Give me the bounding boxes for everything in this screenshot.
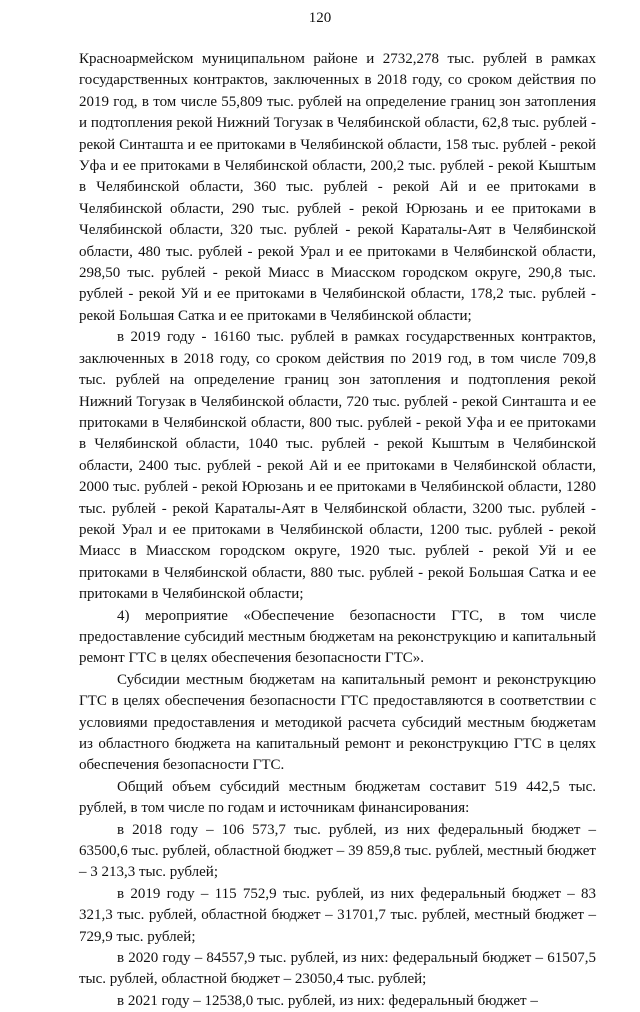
paragraph: в 2021 году – 12538,0 тыс. рублей, из них: федеральный бюджет – <box>117 992 538 1009</box>
paragraph: Общий объем субсидий местным бюджетам составит 519 442,5 тыс. рублей, в том числе по годам и источникам финансирования: <box>79 778 596 817</box>
paragraph: в 2020 году – 84557,9 тыс. рублей, из них: федеральный бюджет – 61507,5 тыс. рублей, областной бюджет – 23050,4 тыс. рублей; <box>79 950 596 988</box>
paragraph: в 2019 году - 16160 тыс. рублей в рамках государственных контрактов, заключенных в 2018 году, со сроком действия по 2019 год, в том числе 709,8 тыс. рублей на определение границ зон затопления и подтопления рекой Нижний Тогузак в Челябинской области, 720 тыс. рублей - рекой Синташта и ее притоками в Челябинской области, 800 тыс. рублей - рекой Уфа и ее притоками в Челябинской области, 1040 тыс. рублей - рекой Кыштым в Челябинской области, 2400 тыс. рублей - рекой Ай и ее притоками в Челябинской области, 2000 тыс. рублей - рекой Юрюзань и ее притоками в Челябинской области, 1280 тыс. рублей - рекой Караталы-Аят в Челябинской области, 3200 тыс. рублей - рекой Урал и ее притоками в Челябинской области, 1200 тыс. рублей - рекой Миасс в Миасском городском округе, 1920 тыс. рублей - рекой Уй и ее притоками в Челябинской области, 880 тыс. рублей - рекой Большая Сатка и ее притоками в Челябинской области; <box>79 329 596 603</box>
paragraph: в 2018 году – 106 573,7 тыс. рублей, из них федеральный бюджет – 63500,6 тыс. рублей, областной бюджет – 39 859,8 тыс. рублей, местный бюджет – 3 213,3 тыс. рублей; <box>79 821 596 881</box>
paragraph: Красноармейском муниципальном районе и 2732,278 тыс. рублей в рамках государственных контрактов, заключенных в 2018 году, со сроком действия по 2019 год, в том числе 55,809 тыс. рублей на определение границ зон затопления и подтопления рекой Нижний Тогузак в Челябинской области, 62,8 тыс. рублей - рекой Синташта и ее притоками в Челябинской области, 158 тыс. рублей - рекой Уфа и ее притоками в Челябинской области, 200,2 тыс. рублей - рекой Кыштым в Челябинской области, 360 тыс. рублей - рекой Ай и ее притоками в Челябинской области, 290 тыс. рублей - рекой Юрюзань и ее притоками в Челябинской области, 320 тыс. рублей - рекой Караталы-Аят в Челябинской области, 480 тыс. рублей - рекой Урал и ее притоками в Челябинской области, 298,50 тыс. рублей - рекой Миасс в Миасском городском округе, 290,8 тыс. рублей - рекой Уй и ее притоками в Челябинской области, 178,2 тыс. рублей - рекой Большая Сатка и ее притоками в Челябинской области; <box>79 51 596 324</box>
document-body <box>79 49 596 1012</box>
paragraph: в 2019 году – 115 752,9 тыс. рублей, из них федеральный бюджет – 83 321,3 тыс. рублей, областной бюджет – 31701,7 тыс. рублей, местный бюджет – 729,9 тыс. рублей; <box>79 885 596 945</box>
paragraph: 4) мероприятие «Обеспечение безопасности ГТС, в том числе предоставление субсидий местным бюджетам на реконструкцию и капитальный ремонт ГТС в целях обеспечения безопасности ГТС». <box>79 607 596 667</box>
paragraph: Субсидии местным бюджетам на капитальный ремонт и реконструкцию ГТС в целях обеспечения безопасности ГТС предоставляются в соответствии с условиями предоставления и методикой расчета субсидий местным бюджетам из областного бюджета на капитальный ремонт и реконструкцию ГТС в целях обеспечения безопасности ГТС. <box>79 671 596 774</box>
page-number: 120 <box>308 10 332 26</box>
